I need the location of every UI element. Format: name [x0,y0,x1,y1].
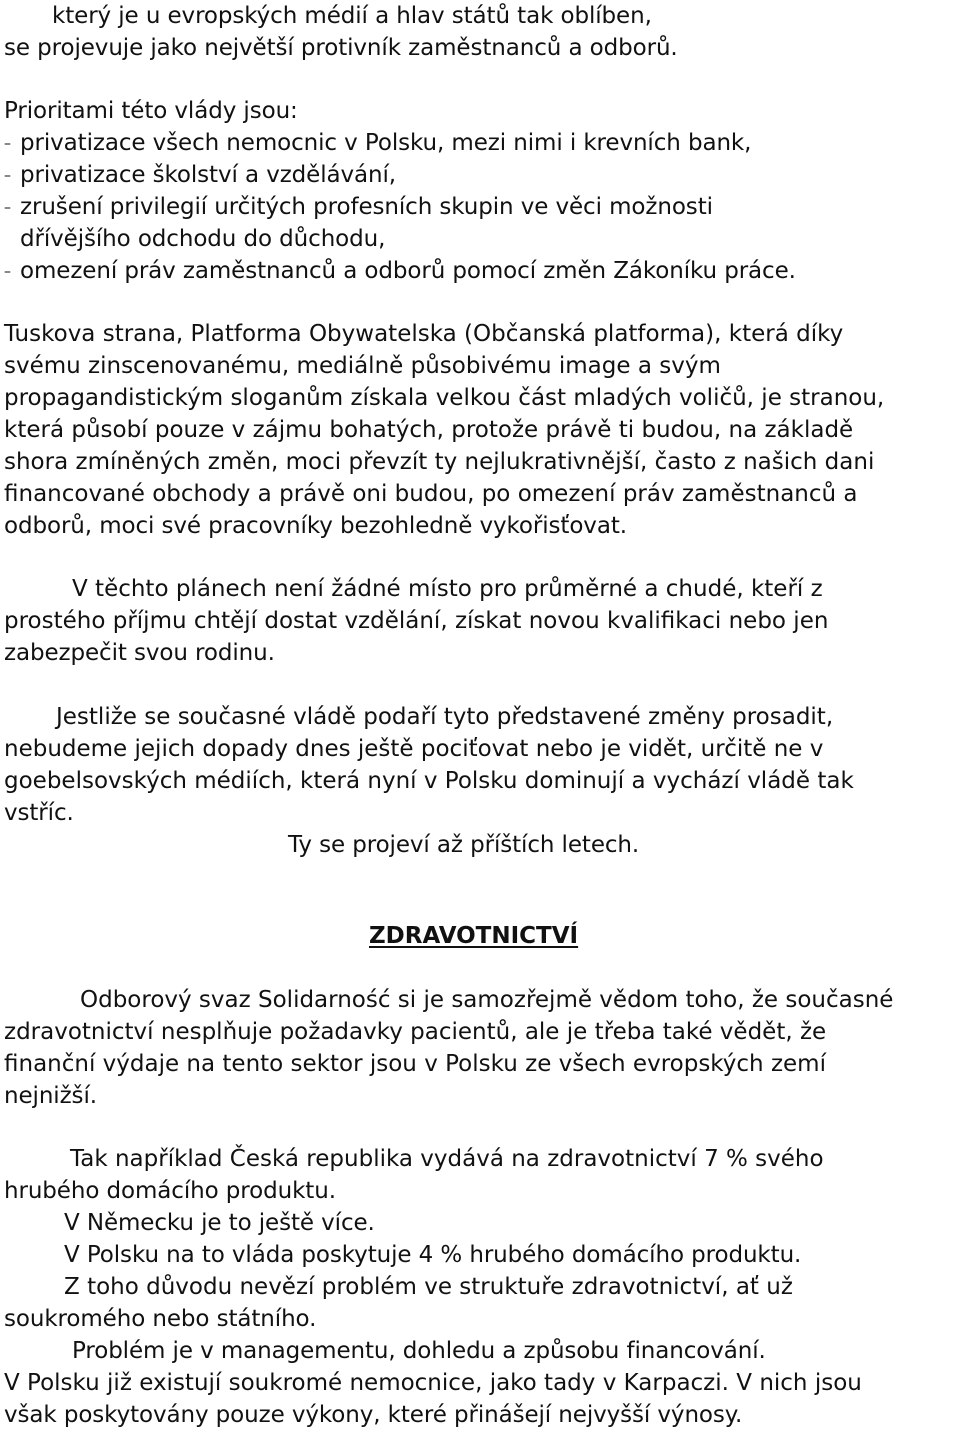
bullet-dash-icon: – [4,168,11,184]
list-item-text: privatizace školství a vzdělávání, [20,162,396,188]
paragraph-line: která působí pouze v zájmu bohatých, protože právě ti budou, na základě [4,417,854,443]
paragraph-line: shora zmíněných změn, moci převzít ty nejlukrativnější, často z našich dani [4,449,875,475]
paragraph-line: zdravotnictví nesplňuje požadavky pacientů, ale je třeba také vědět, že [4,1019,827,1045]
paragraph-line: Tak například Česká republika vydává na zdravotnictví 7 % svého [70,1146,824,1172]
paragraph-line: nejnižší. [4,1083,97,1109]
list-item [4,255,796,288]
paragraph-line: V Polsku na to vláda poskytuje 4 % hrubého domácího produktu. [64,1242,802,1268]
paragraph-line: nebudeme jejich dopady dnes ještě pociťovat nebo je vidět, určitě ne v [4,736,824,762]
section-heading: ZDRAVOTNICTVÍ [369,923,579,949]
paragraph-line: goebelsovských médiích, která nyní v Polsku dominují a vychází vládě tak [4,768,854,794]
list-item-text: zrušení privilegií určitých profesních skupin ve věci možnosti [20,194,713,220]
intro-line-1: který je u evropských médií a hlav států tak oblíben, [52,3,652,29]
paragraph-line: zabezpečit svou rodinu. [4,640,275,666]
paragraph-line: soukromého nebo státního. [4,1306,317,1332]
list-item [4,127,751,160]
intro-line-2: se projevuje jako největší protivník zaměstnanců a odborů. [4,35,678,61]
paragraph-line: V Německu je to ještě více. [64,1210,375,1236]
paragraph-line: svému zinscenovanému, mediálně působivému image a svým [4,353,721,379]
list-item [4,159,396,192]
paragraph-line: V těchto plánech není žádné místo pro průměrné a chudé, kteří z [72,576,823,602]
list-item-text: omezení práv zaměstnanců a odborů pomocí změn Zákoníku práce. [20,258,796,284]
list-item [4,191,713,224]
paragraph-line: Z toho důvodu nevězí problém ve struktuře zdravotnictví, ať už [64,1274,793,1300]
paragraph-line: Tuskova strana, Platforma Obywatelska (Občanská platforma), která díky [4,321,844,347]
paragraph-line: Jestliže se současné vládě podaří tyto představené změny prosadit, [56,704,834,730]
paragraph-line: V Polsku již existují soukromé nemocnice, jako tady v Karpaczi. V nich jsou [4,1370,862,1396]
bullet-dash-icon: – [4,136,11,152]
paragraph-line: Problém je v managementu, dohledu a způsobu financování. [72,1338,766,1364]
priorities-heading: Prioritami této vlády jsou: [4,98,298,124]
paragraph-line: propagandistickým sloganům získala velkou část mladých voličů, je stranou, [4,385,885,411]
paragraph-line: prostého příjmu chtějí dostat vzdělání, získat novou kvalifikaci nebo jen [4,608,829,634]
paragraph-line: vstříc. [4,800,74,826]
paragraph-line: odborů, moci své pracovníky bezohledně vykořisťovat. [4,513,627,539]
paragraph-line: finanční výdaje na tento sektor jsou v Polsku ze všech evropských zemí [4,1051,826,1077]
paragraph-line: financované obchody a právě oni budou, po omezení práv zaměstnanců a [4,481,858,507]
list-item-continuation: dřívějšího odchodu do důchodu, [20,226,386,252]
paragraph-line: Ty se projeví až příštích letech. [288,832,640,858]
bullet-dash-icon: – [4,264,11,280]
paragraph-line: hrubého domácího produktu. [4,1178,336,1204]
bullet-dash-icon: – [4,200,11,216]
paragraph-line: Odborový svaz Solidarność si je samozřejmě vědom toho, že současné [80,987,894,1013]
paragraph-line: však poskytovány pouze výkony, které přinášejí nejvyšší výnosy. [4,1402,743,1428]
list-item-text: privatizace všech nemocnic v Polsku, mezi nimi i krevních bank, [20,130,752,156]
